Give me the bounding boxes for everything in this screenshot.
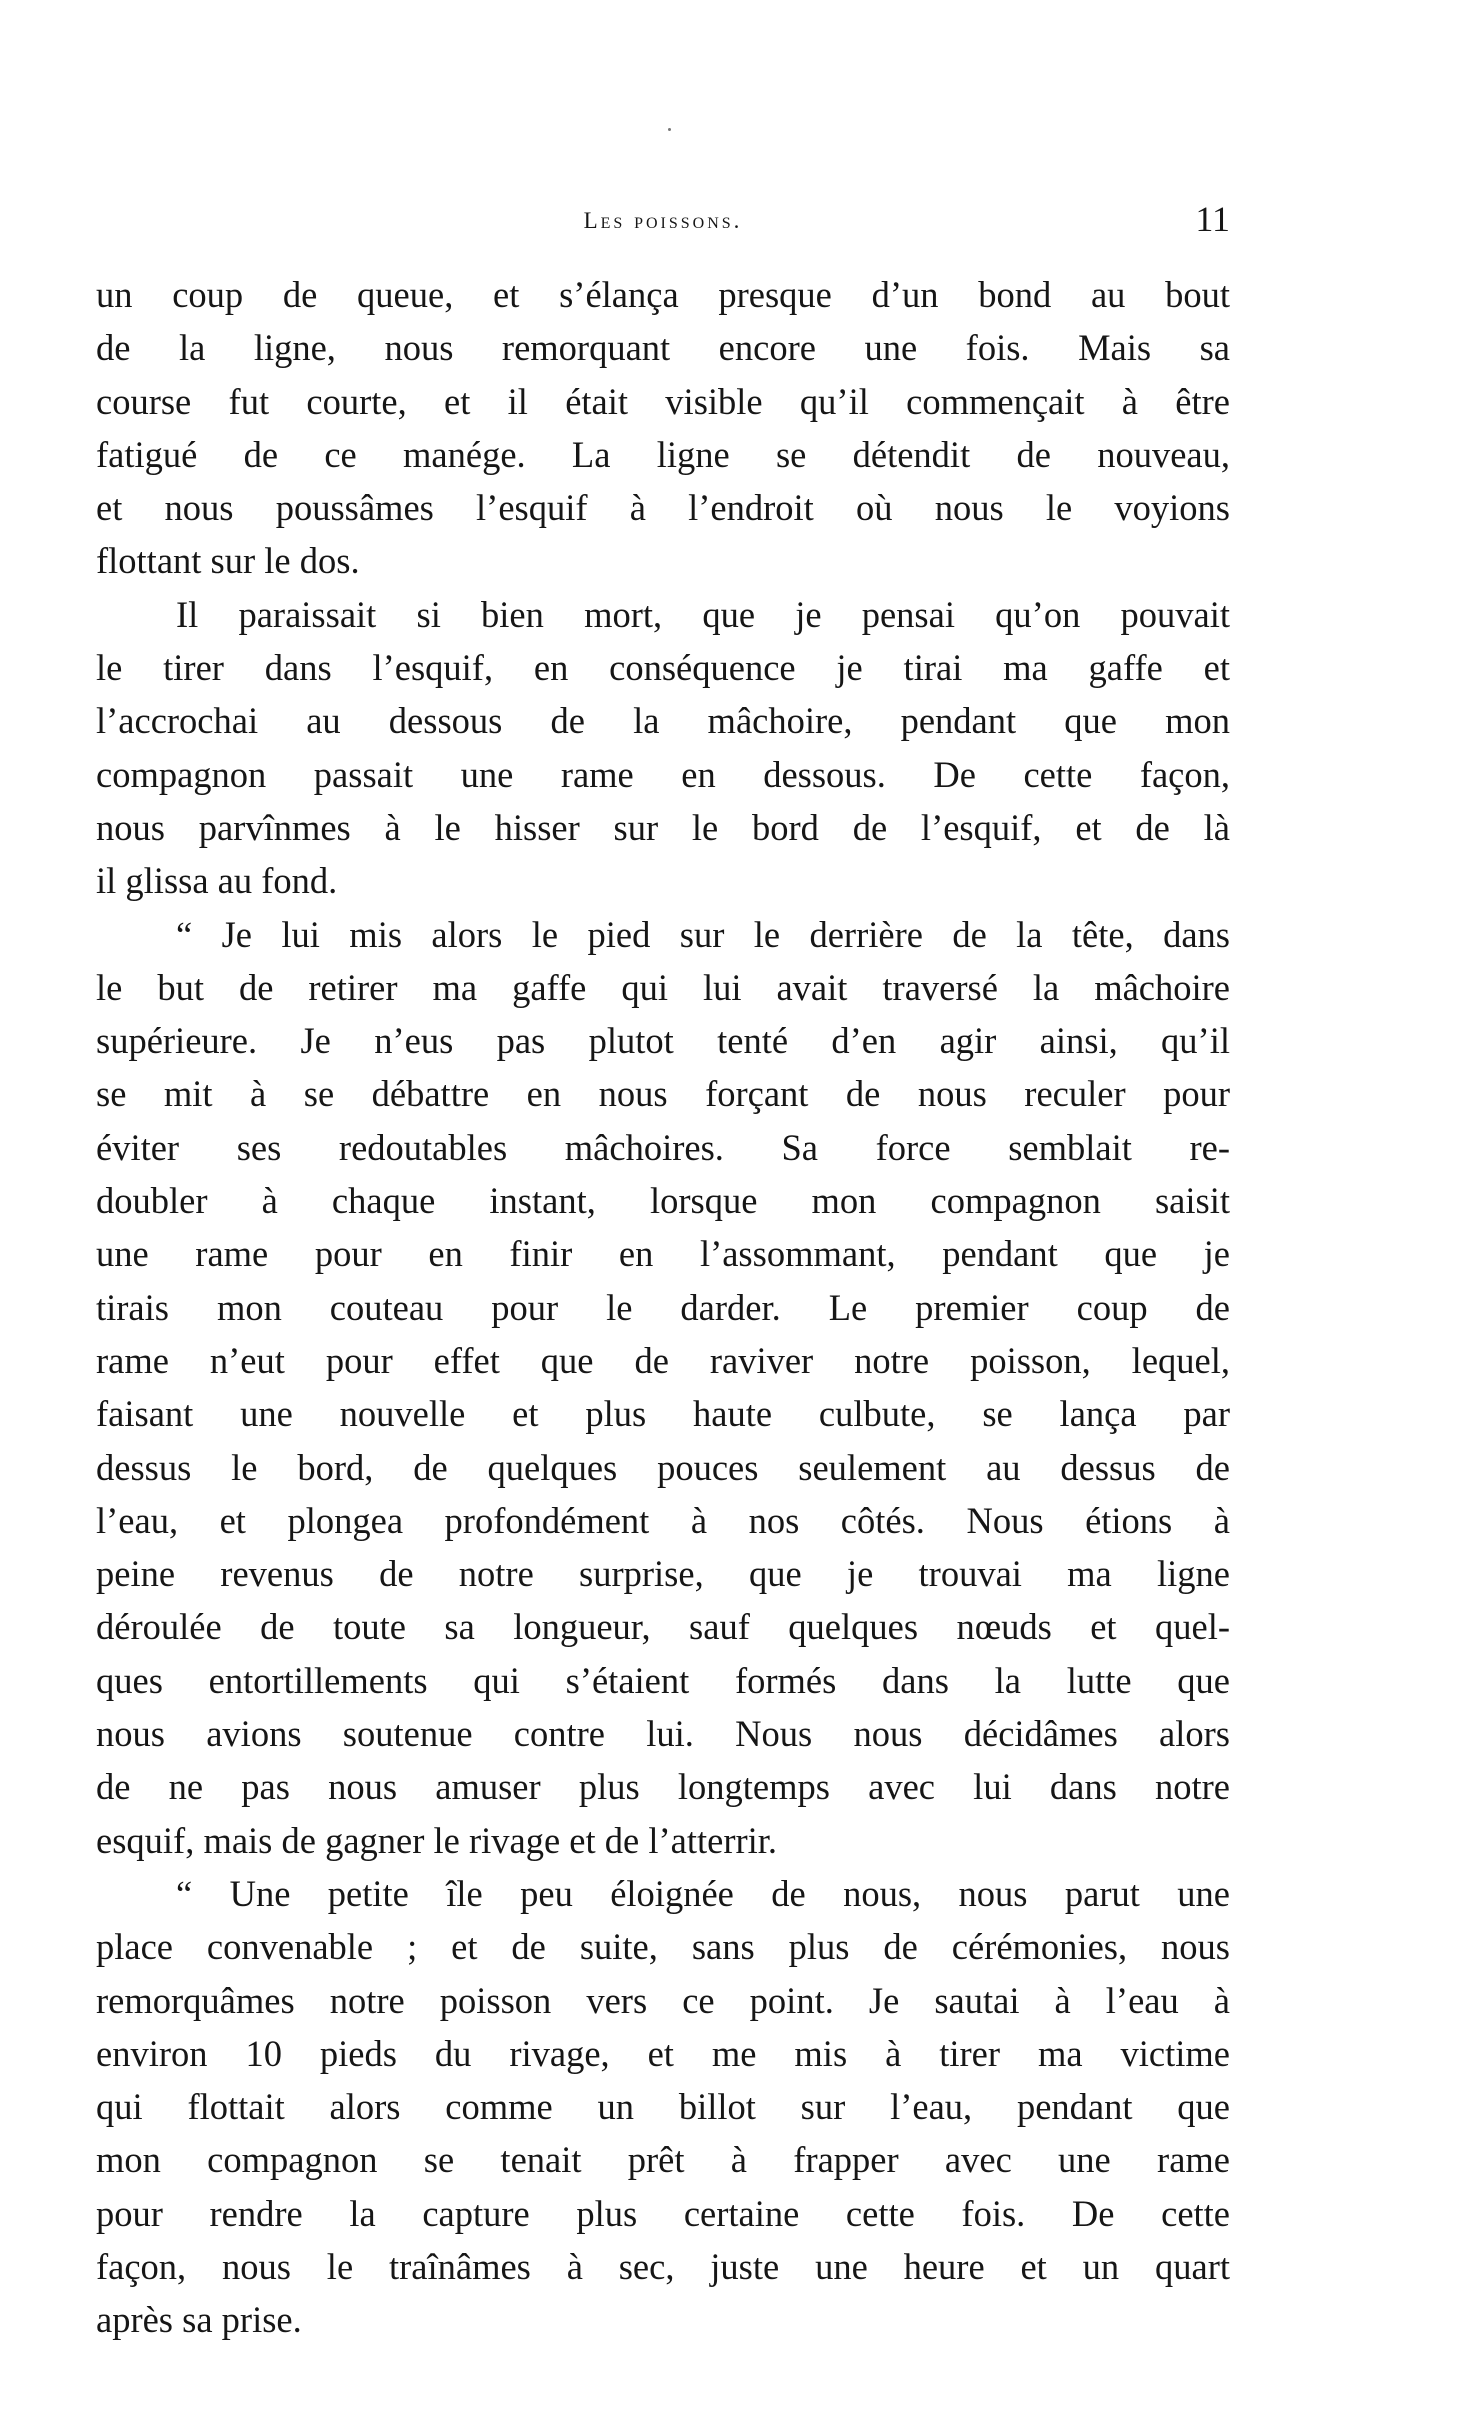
text-line: de la ligne, nous remorquant encore une fois. Mais sa: [96, 327, 1230, 369]
text-line: flottant sur le dos.: [96, 540, 360, 582]
text-line: nous parvînmes à le hisser sur le bord de l’esquif, et de là: [96, 806, 1230, 848]
running-title: Les poissons.: [583, 208, 743, 233]
running-head: [96, 198, 1230, 258]
text-line: course fut courte, et il était visible qu’il commençait à être: [96, 380, 1230, 422]
body-text: [96, 268, 1230, 2347]
page-number: 11: [1195, 199, 1230, 239]
text-line: supérieure. Je n’eus pas plutot tenté d’en agir ainsi, qu’il: [96, 1020, 1230, 1062]
text-line: ques entortillements qui s’étaient formés dans la lutte que: [96, 1659, 1230, 1701]
text-line: mon compagnon se tenait prêt à frapper avec une rame: [96, 2139, 1230, 2181]
text-line: doubler à chaque instant, lorsque mon compagnon saisit: [96, 1180, 1230, 1222]
text-line: et nous poussâmes l’esquif à l’endroit où nous le voyions: [96, 487, 1230, 529]
text-line: après sa prise.: [96, 2299, 302, 2341]
text-line: qui flottait alors comme un billot sur l’eau, pendant que: [96, 2086, 1230, 2128]
text-line: il glissa au fond.: [96, 860, 338, 902]
paragraph-first-line: “ Une petite île peu éloignée de nous, nous parut une: [176, 1872, 1230, 1914]
paragraph-first-line: Il paraissait si bien mort, que je pensai qu’on pouvait: [176, 593, 1230, 635]
text-line: se mit à se débattre en nous forçant de nous reculer pour: [96, 1073, 1230, 1115]
text-line: de ne pas nous amuser plus longtemps avec lui dans notre: [96, 1766, 1230, 1808]
text-line: remorquâmes notre poisson vers ce point. Je sautai à l’eau à: [96, 1979, 1230, 2021]
text-line: pour rendre la capture plus certaine cette fois. De cette: [96, 2192, 1230, 2234]
text-line: environ 10 pieds du rivage, et me mis à tirer ma victime: [96, 2032, 1230, 2074]
text-line: nous avions soutenue contre lui. Nous nous décidâmes alors: [96, 1713, 1230, 1755]
text-line: le tirer dans l’esquif, en conséquence je tirai ma gaffe et: [96, 647, 1230, 689]
paper-speck: [668, 128, 671, 131]
text-line: l’accrochai au dessous de la mâchoire, pendant que mon: [96, 700, 1230, 742]
text-line: une rame pour en finir en l’assommant, pendant que je: [96, 1233, 1230, 1275]
text-line: dessus le bord, de quelques pouces seulement au dessus de: [96, 1446, 1230, 1488]
text-line: esquif, mais de gagner le rivage et de l’atterrir.: [96, 1819, 778, 1861]
text-line: un coup de queue, et s’élança presque d’un bond au bout: [96, 274, 1230, 315]
paragraph-first-line: “ Je lui mis alors le pied sur le derrière de la tête, dans: [176, 913, 1230, 955]
text-line: peine revenus de notre surprise, que je trouvai ma ligne: [96, 1553, 1230, 1595]
text-line: déroulée de toute sa longueur, sauf quelques nœuds et quel-: [96, 1606, 1230, 1648]
text-line: façon, nous le traînâmes à sec, juste une heure et un quart: [96, 2245, 1230, 2287]
text-line: le but de retirer ma gaffe qui lui avait traversé la mâchoire: [96, 966, 1230, 1008]
text-line: éviter ses redoutables mâchoires. Sa force semblait re-: [96, 1126, 1230, 1168]
text-line: fatigué de ce manége. La ligne se détendit de nouveau,: [96, 433, 1230, 475]
text-line: faisant une nouvelle et plus haute culbute, se lança par: [96, 1393, 1230, 1435]
text-line: tirais mon couteau pour le darder. Le premier coup de: [96, 1286, 1230, 1328]
text-line: place convenable ; et de suite, sans plus de cérémonies, nous: [96, 1926, 1230, 1968]
text-line: compagnon passait une rame en dessous. De cette façon,: [96, 753, 1230, 795]
text-line: rame n’eut pour effet que de raviver notre poisson, lequel,: [96, 1339, 1230, 1381]
text-line: l’eau, et plongea profondément à nos côtés. Nous étions à: [96, 1499, 1230, 1541]
